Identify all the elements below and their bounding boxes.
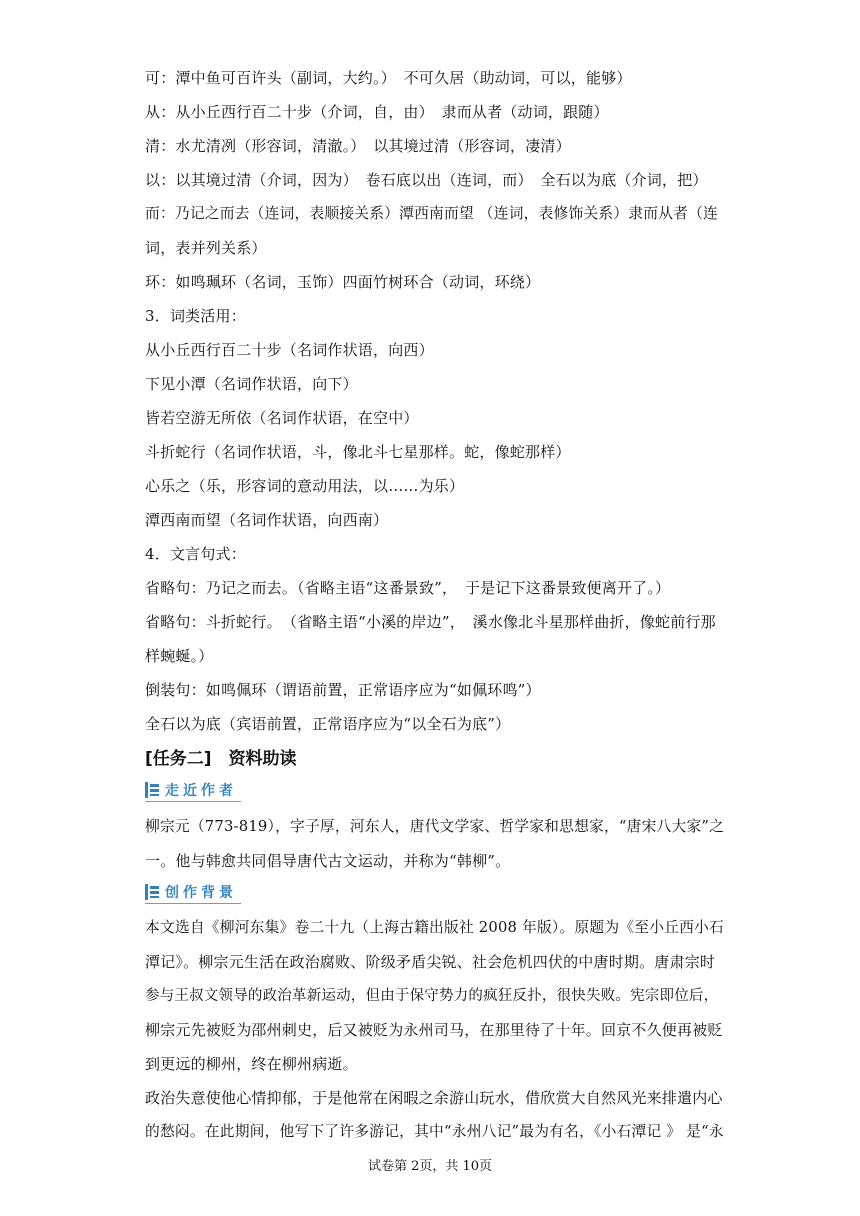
text-line: 词，表并列关系） xyxy=(145,239,267,257)
text-line: 省略句：乃记之而去。（省略主语“这番景致”， 于是记下这番景致便离开了。） xyxy=(145,579,671,597)
text-line: 一。他与韩愈共同倡导唐代古文运动，并称为“韩柳”。 xyxy=(145,852,511,870)
text-line: 潭西南而望（名词作状语，向西南） xyxy=(145,511,389,529)
text-line: 下见小潭（名词作状语，向下） xyxy=(145,375,358,393)
text-line: 环：如鸣珮环（名词，玉饰）四面竹树环合（动词，环绕） xyxy=(145,273,541,291)
text-line: 到更远的柳州，终在柳州病逝。 xyxy=(145,1055,358,1073)
text-line: 心乐之（乐，形容词的意动用法，以……为乐） xyxy=(145,477,465,495)
text-line: 省略句：斗折蛇行。 （省略主语“小溪的岸边”， 溪水像北斗星那样曲折，像蛇前行那 xyxy=(145,613,716,631)
numbered-heading: 3．词类活用： xyxy=(145,307,246,325)
text-line: 柳宗元先被贬为邵州刺史，后又被贬为永州司马，在那里待了十年。回京不久便再被贬 xyxy=(145,1021,723,1039)
text-line: 样蜿蜒。） xyxy=(145,647,214,665)
section-header-background xyxy=(145,881,241,904)
text-line: 皆若空游无所依（名词作状语，在空中） xyxy=(145,409,419,427)
text-line: 参与王叔文领导的政治革新运动，但由于保守势力的疯狂反扑，很快失败。宪宗即位后， xyxy=(145,988,719,1004)
section-header-author xyxy=(145,779,241,802)
text-line: 清：水尤清冽（形容词，清澈。） 以其境过清（形容词，凄清） xyxy=(145,137,571,155)
section-bars-icon xyxy=(145,782,159,798)
text-line: 全石以为底（宾语前置，正常语序应为“以全石为底”） xyxy=(145,715,511,733)
numbered-heading: 4．文言句式： xyxy=(145,545,246,563)
text-line: 潭记》。柳宗元生活在政治腐败、阶级矛盾尖锐、社会危机四伏的中唐时期。唐肃宗时 xyxy=(145,953,716,971)
text-line: 可：潭中鱼可百许头（副词，大约。） 不可久居（助动词，可以，能够） xyxy=(145,69,632,87)
page-footer: 试卷第 2页，共 10页 xyxy=(367,1159,493,1174)
section-label: 走近作者 xyxy=(165,783,237,799)
text-line: 本文选自《柳河东集》卷二十九（上海古籍出版社 2008 年版）。原题为《至小丘西小石 xyxy=(145,919,724,936)
text-line: 柳宗元（773-819），字子厚，河东人，唐代文学家、哲学家和思想家，“唐宋八大家”之 xyxy=(145,818,725,835)
section-bars-icon xyxy=(145,884,159,900)
text-line: 的愁闷。在此期间，他写下了许多游记，其中“永州八记”最为有名，《小石潭记 》 是“永 xyxy=(145,1123,724,1140)
text-line: 倒装句：如鸣佩环（谓语前置，正常语序应为“如佩环鸣”） xyxy=(145,681,541,699)
text-line: 从：从小丘西行百二十步（介词，自，由） 隶而从者（动词，跟随） xyxy=(145,103,609,121)
task-title: [任务二] 资料助读 xyxy=(145,749,297,769)
text-line: 而：乃记之而去（连词，表顺接关系）潭西南而望 （连词，表修饰关系）隶而从者（连 xyxy=(145,205,718,222)
text-line: 政治失意使他心情抑郁，于是他常在闲暇之余游山玩水，借欣赏大自然风光来排遣内心 xyxy=(145,1089,723,1107)
text-line: 以：以其境过清（介词，因为） 卷石底以出（连词，而） 全石以为底（介词，把） xyxy=(145,171,708,189)
text-line: 斗折蛇行（名词作状语，斗，像北斗七星那样。蛇，像蛇那样） xyxy=(145,443,571,461)
section-label: 创作背景 xyxy=(165,885,237,901)
text-line: 从小丘西行百二十步（名词作状语，向西） xyxy=(145,341,434,359)
